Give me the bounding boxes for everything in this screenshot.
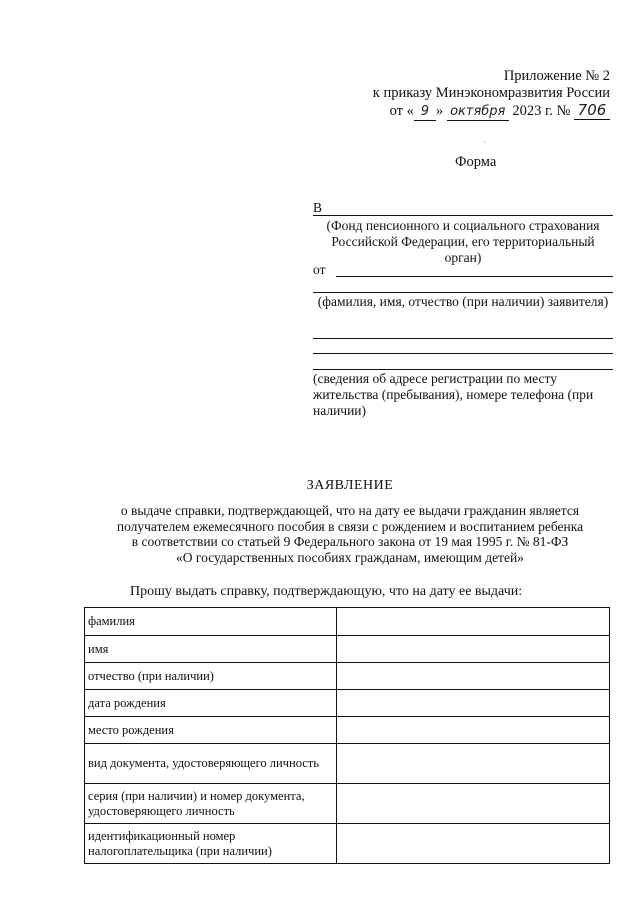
subtitle-line-1: о выдаче справки, подтверждающей, что на дату ее выдачи гражданин является — [120, 503, 580, 518]
row-value-name[interactable] — [337, 636, 610, 663]
to-underline[interactable] — [313, 215, 613, 216]
table-row — [85, 824, 610, 864]
request-text: Прошу выдать справку, подтверждающую, что на дату ее выдачи: — [130, 584, 523, 599]
table-row — [85, 663, 610, 690]
row-label-patronymic: отчество (при наличии) — [85, 663, 337, 690]
address-underline-3[interactable] — [313, 369, 613, 370]
to-prefix: В — [313, 200, 323, 215]
row-value-birth-place[interactable] — [337, 717, 610, 744]
from-prefix-label: от — [313, 262, 326, 277]
row-value-id-document-number[interactable] — [337, 784, 610, 824]
table-row — [85, 717, 610, 744]
form-label: Форма — [455, 154, 497, 170]
table-row — [85, 744, 610, 784]
from-prefix: от « — [389, 103, 414, 119]
applicant-data-table — [84, 607, 610, 864]
appendix-order: к приказу Минэкономразвития России — [372, 85, 610, 101]
row-value-id-document-type[interactable] — [337, 744, 610, 784]
row-value-inn[interactable] — [337, 824, 610, 864]
address-underline-1[interactable] — [313, 338, 613, 339]
row-value-birth-date[interactable] — [337, 690, 610, 717]
row-label-birth-place: место рождения — [85, 717, 337, 744]
appendix-title: Приложение № 2 — [503, 68, 610, 84]
name-caption: (фамилия, имя, отчество (при наличии) заявителя) — [317, 294, 609, 309]
row-label-inn: идентификационный номер налогоплательщика (при наличии) — [85, 824, 337, 864]
table-row — [85, 608, 610, 636]
row-label-surname: фамилия — [85, 608, 337, 636]
handwritten-month: октября — [447, 103, 509, 121]
subtitle-line-4: «О государственных пособиях гражданам, имеющим детей» — [176, 549, 524, 565]
subtitle-line-3: в соответствии со статьей 9 Федерального закона от 19 мая 1995 г. № 81-ФЗ — [131, 534, 569, 549]
address-caption: (сведения об адресе регистрации по месту жительства (пребывания), номере телефона (при наличии) — [313, 371, 594, 418]
appendix-header — [330, 68, 610, 121]
subtitle-line-2: получателем ежемесячного пособия в связи с рождением и воспитанием ребенка — [116, 518, 584, 534]
from-underline-1[interactable] — [336, 276, 613, 277]
row-value-surname[interactable] — [337, 608, 610, 636]
table-row — [85, 636, 610, 663]
year-suffix: 2023 г. № — [512, 103, 571, 119]
statement-title: ЗАЯВЛЕНИЕ — [306, 478, 394, 493]
from-underline-2[interactable] — [313, 292, 613, 293]
handwritten-day: 9 — [414, 103, 436, 121]
row-label-id-document-number: серия (при наличии) и номер документа, удостоверяющего личность — [85, 784, 337, 824]
statement-subtitle — [60, 503, 640, 565]
row-label-birth-date: дата рождения — [85, 690, 337, 717]
to-caption: (Фонд пенсионного и социального страхования Российской Федерации, его территориальный орган) — [326, 218, 600, 265]
row-value-patronymic[interactable] — [337, 663, 610, 690]
handwritten-number: 706 — [574, 102, 610, 120]
table-row — [85, 690, 610, 717]
row-label-id-document-type: вид документа, удостоверяющего личность — [85, 744, 337, 784]
table-row — [85, 784, 610, 824]
address-underline-2[interactable] — [313, 353, 613, 354]
date-mid: » — [435, 103, 444, 119]
scan-dot: ` — [483, 140, 486, 150]
row-label-name: имя — [85, 636, 337, 663]
appendix-date-line — [330, 102, 610, 121]
